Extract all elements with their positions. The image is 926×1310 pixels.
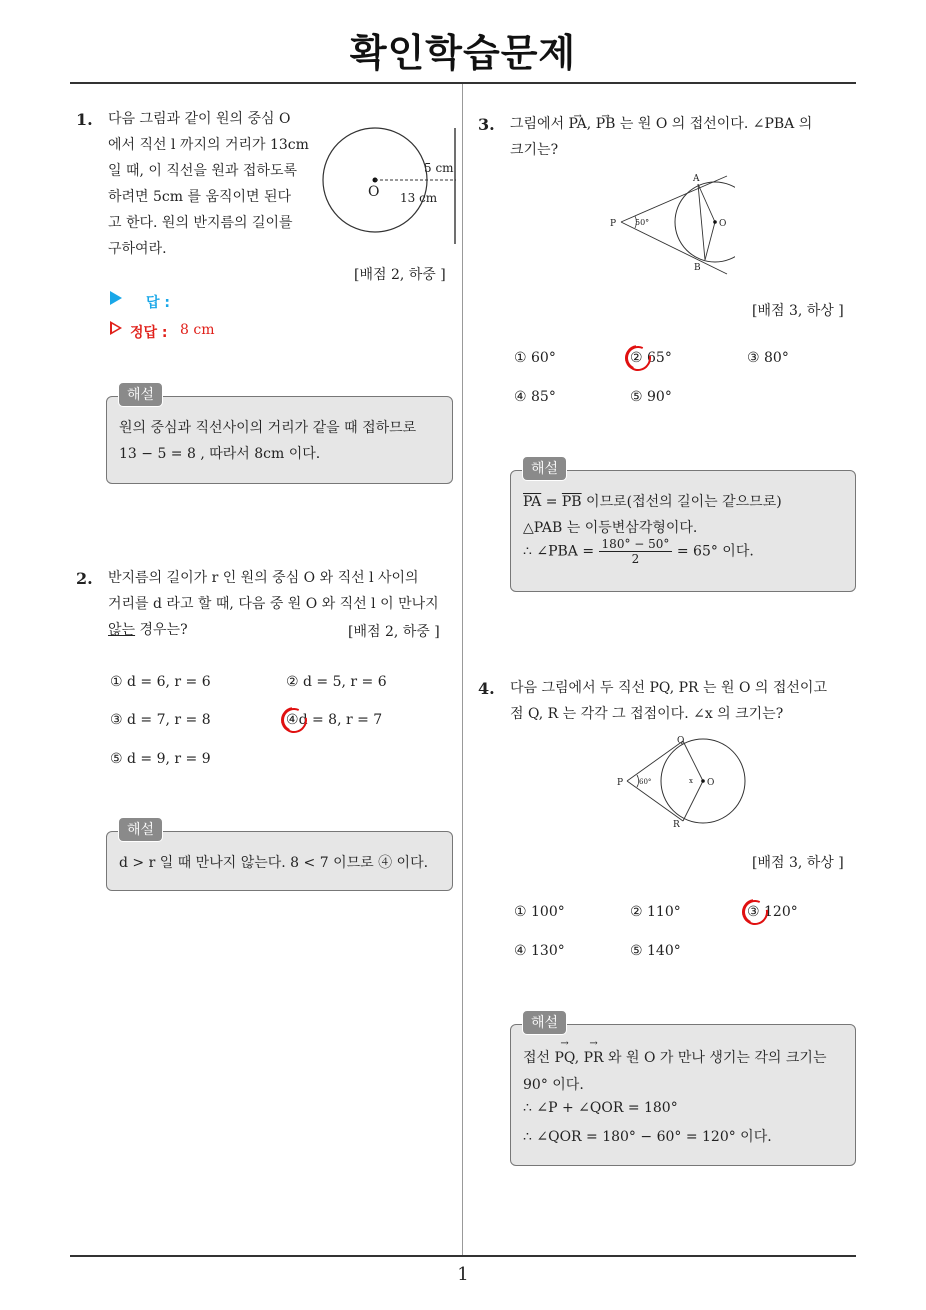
q3-line-end: 는 원 O 의 접선이다. ∠PBA 의 xyxy=(615,116,813,132)
q4-option-1[interactable]: ① 100° xyxy=(514,904,565,920)
q3-exp-line xyxy=(523,537,754,566)
top-rule xyxy=(70,82,856,84)
q1-line: 고 한다. 원의 반지름의 길이를 xyxy=(108,215,293,231)
q4-exp-sep: , xyxy=(574,1050,584,1066)
q3-sep: , xyxy=(586,116,596,132)
q1-correct-label: 정답 : xyxy=(130,325,168,341)
q2-underlined-word: 않는 xyxy=(108,622,136,638)
q1-exp-line: 13 − 5 = 8 , 따라서 8cm 이다. xyxy=(119,446,321,462)
q3-option-3[interactable]: ③ 80° xyxy=(747,350,789,366)
q3-exp-result: = 65° 이다. xyxy=(672,543,754,560)
q1-text xyxy=(108,106,318,262)
q2-option-4[interactable] xyxy=(286,712,382,728)
q3-figure xyxy=(605,170,735,278)
q4-label-x: x xyxy=(689,777,693,785)
q3-line: 크기는? xyxy=(510,142,559,158)
q3-line-start: 그림에서 xyxy=(510,116,569,132)
q3-chord-ab xyxy=(698,184,705,260)
q2-number: 2. xyxy=(76,569,93,588)
q4-option-4[interactable]: ④ 130° xyxy=(514,943,565,959)
q3-exp-therefore: ∴ ∠PBA = xyxy=(523,543,599,560)
q4-label-p: P xyxy=(617,778,624,788)
q1-exp-line: 원의 중심과 직선사이의 거리가 같을 때 접하므로 xyxy=(119,420,417,436)
bottom-rule xyxy=(70,1255,856,1257)
q3-ray-pa: → PA xyxy=(569,116,587,132)
q3-score: [배점 3, 하상 ] xyxy=(752,303,844,319)
q4-label-r: R xyxy=(673,820,680,828)
q2-explanation-tag: 해설 xyxy=(118,817,163,842)
q3-exp-line: △PAB 는 이등변삼각형이다. xyxy=(523,520,698,536)
q4-tangent-pq xyxy=(627,741,683,781)
q2-option-2[interactable]: ② d = 5, r = 6 xyxy=(286,674,387,690)
q3-exp-text: 이므로(접선의 길이는 같으므로) xyxy=(581,494,782,510)
q1-line: 다음 그림과 같이 원의 중심 O xyxy=(108,111,291,127)
q2-option-5[interactable]: ⑤ d = 9, r = 9 xyxy=(110,751,211,767)
q3-ray-pb: → PB xyxy=(596,116,616,132)
q4-text xyxy=(510,675,870,727)
q4-score: [배점 3, 하상 ] xyxy=(752,855,844,871)
q4-label-angle: 60° xyxy=(639,778,652,786)
q1-explanation-box xyxy=(106,396,453,484)
q3-text xyxy=(510,111,860,163)
q3-exp-seg-pa: $\overline{PA}$ xyxy=(523,494,542,510)
q3-label-o: O xyxy=(719,219,727,229)
q4-exp-end: 와 원 O 가 만나 생기는 각의 크기는 xyxy=(603,1050,827,1066)
q3-radius-b xyxy=(705,222,715,260)
q1-explanation-tag: 해설 xyxy=(118,382,163,407)
q4-option-3-mark: ③ xyxy=(747,904,760,920)
q4-exp-line: 90° 이다. xyxy=(523,1077,584,1093)
q3-exp-denominator: 2 xyxy=(631,552,640,566)
q1-score: [배점 2, 하중 ] xyxy=(354,267,446,283)
answer-arrow-icon xyxy=(110,291,122,305)
q3-option-2[interactable] xyxy=(630,350,672,366)
q3-number: 3. xyxy=(478,115,495,134)
q4-exp-line xyxy=(523,1047,826,1067)
q3-label-a: A xyxy=(693,174,700,184)
q3-exp-line xyxy=(523,491,782,511)
q1-line: 구하여라. xyxy=(108,241,167,257)
q4-number: 4. xyxy=(478,679,495,698)
q1-correct-value: 8 cm xyxy=(180,322,215,338)
page-number: 1 xyxy=(457,1264,469,1285)
q3-label-angle: 50° xyxy=(635,218,650,227)
q4-radius-q xyxy=(683,741,703,781)
q4-tangent-pr xyxy=(627,781,683,821)
q4-line: 점 Q, R 는 각각 그 접점이다. ∠x 의 크기는? xyxy=(510,706,784,722)
q3-option-2-mark: ② xyxy=(630,350,643,366)
q3-label-b: B xyxy=(694,263,701,273)
q4-option-2[interactable]: ② 110° xyxy=(630,904,681,920)
q1-line: 일 때, 이 직선을 원과 접하도록 xyxy=(108,163,297,179)
q1-number: 1. xyxy=(76,110,93,129)
q4-exp-ray-pr: → PR xyxy=(584,1050,604,1066)
q3-option-5[interactable]: ⑤ 90° xyxy=(630,389,672,405)
q2-line: 반지름의 길이가 r 인 원의 중심 O 와 직선 l 사이의 xyxy=(108,570,419,586)
q4-line: 다음 그림에서 두 직선 PQ, PR 는 원 O 의 접선이고 xyxy=(510,680,827,696)
q4-exp-start: 접선 xyxy=(523,1050,555,1066)
q3-label-p: P xyxy=(610,219,617,229)
q3-option-2-value: 65° xyxy=(647,350,672,366)
q3-exp-fraction xyxy=(599,537,673,566)
q2-option-3[interactable]: ③ d = 7, r = 8 xyxy=(110,712,211,728)
q3-explanation-tag: 해설 xyxy=(522,456,567,481)
q4-exp-line: ∴ ∠P + ∠QOR = 180° xyxy=(523,1100,678,1116)
q2-option-4-mark: ④ xyxy=(286,712,299,728)
q3-line xyxy=(510,111,860,137)
q2-line: 거리를 d 라고 할 때, 다음 중 원 O 와 직선 l 이 만나지 xyxy=(108,596,439,612)
q4-option-3[interactable] xyxy=(747,904,798,920)
q2-score: [배점 2, 하중 ] xyxy=(348,624,440,640)
q4-option-5[interactable]: ⑤ 140° xyxy=(630,943,681,959)
q2-option-4-value: d = 8, r = 7 xyxy=(298,712,383,728)
q1-figure xyxy=(320,120,465,250)
q1-line: 에서 직선 l 까지의 거리가 13cm xyxy=(108,137,309,153)
q4-figure xyxy=(615,733,750,828)
q4-label-q: Q xyxy=(677,736,685,746)
q1-label-13cm: 13 cm xyxy=(400,191,438,205)
q3-option-4[interactable]: ④ 85° xyxy=(514,389,556,405)
q3-option-1[interactable]: ① 60° xyxy=(514,350,556,366)
q4-center-dot xyxy=(701,779,705,783)
correct-arrow-icon xyxy=(110,321,122,335)
q3-explanation-box xyxy=(510,470,856,592)
page-title: 확인학습문제 xyxy=(349,31,577,75)
q3-center-dot xyxy=(713,220,717,224)
q4-explanation-box xyxy=(510,1024,856,1166)
q2-line-rest: 경우는? xyxy=(135,622,188,638)
q2-exp-line: d > r 일 때 만나지 않는다. 8 < 7 이므로 ④ 이다. xyxy=(119,855,429,871)
q3-exp-eq: = xyxy=(541,494,562,510)
q4-label-o: O xyxy=(707,778,715,788)
q1-label-o: O xyxy=(368,184,380,200)
q1-line: 하려면 5cm 를 움직이면 된다 xyxy=(108,189,292,205)
q1-answer-label: 답 : xyxy=(146,295,170,311)
q3-tangent-pb xyxy=(621,222,727,274)
q4-option-3-value: 120° xyxy=(764,904,798,920)
q4-exp-line: ∴ ∠QOR = 180° − 60° = 120° 이다. xyxy=(523,1129,772,1145)
q3-exp-numerator: 180° − 50° xyxy=(599,537,673,552)
column-divider xyxy=(462,84,463,1256)
q4-explanation-tag: 해설 xyxy=(522,1010,567,1035)
q4-exp-ray-pq: → PQ xyxy=(555,1050,575,1066)
q1-label-5cm: 5 cm xyxy=(424,161,454,175)
q4-radius-r xyxy=(683,781,703,821)
q2-option-1[interactable]: ① d = 6, r = 6 xyxy=(110,674,211,690)
q3-exp-seg-pb: $\overline{PB}$ xyxy=(561,494,582,510)
q3-tangent-pa xyxy=(621,176,727,222)
